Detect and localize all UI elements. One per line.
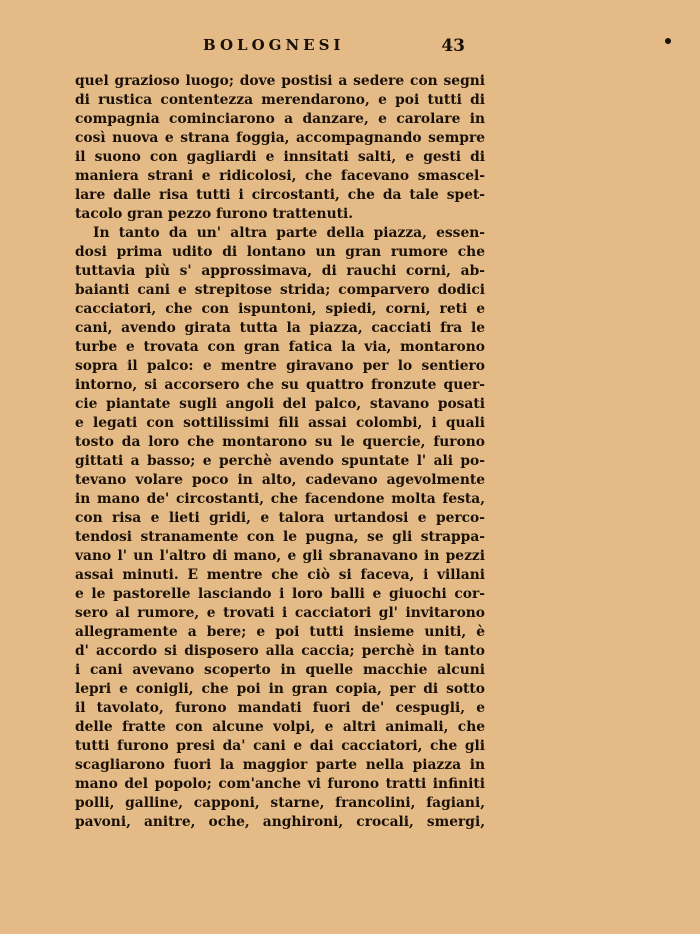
text-line: sopra il palco: e mentre giravano per lo sentiero <box>75 358 485 374</box>
text-line: maniera strani e ridicolosi, che facevano smascel- <box>75 168 485 184</box>
text-line: mano del popolo; com'anche vi furono tratti infiniti <box>75 776 485 792</box>
text-line: intorno, si accorsero che su quattro fronzute quer- <box>75 377 485 393</box>
text-line: e le pastorelle lasciando i loro balli e giuochi cor- <box>75 586 485 602</box>
text-line: vano l' un l'altro di mano, e gli sbranavano in pezzi <box>75 548 485 564</box>
text-line: sero al rumore, e trovati i cacciatori gl' invitarono <box>75 605 485 621</box>
text-line: scagliarono fuori la maggior parte nella piazza in <box>75 757 485 773</box>
text-line: con risa e lieti gridi, e talora urtandosi e perco- <box>75 510 485 526</box>
text-line: pavoni, anitre, oche, anghironi, crocali, smergi, <box>75 814 485 830</box>
text-line: delle fratte con alcune volpi, e altri animali, che <box>75 719 485 735</box>
text-line: così nuova e strana foggia, accompagnando sempre <box>75 130 485 146</box>
text-line: tevano volare poco in alto, cadevano agevolmente <box>75 472 485 488</box>
text-line: di rustica contentezza merendarono, e poi tutti di <box>75 92 485 108</box>
text-line: gittati a basso; e perchè avendo spuntate l' ali po- <box>75 453 485 469</box>
ink-spot <box>665 38 671 44</box>
text-line: il suono con gagliardi e innsitati salti, e gesti di <box>75 149 485 165</box>
text-line: e legati con sottilissimi fili assai colombi, i quali <box>75 415 485 431</box>
running-head <box>75 36 485 58</box>
text-line: tendosi stranamente con le pugna, se gli strappa- <box>75 529 485 545</box>
text-line: tutti furono presi da' cani e dai cacciatori, che gli <box>75 738 485 754</box>
text-line: cacciatori, che con ispuntoni, spiedi, corni, reti e <box>75 301 485 317</box>
text-line: assai minuti. E mentre che ciò si faceva, i villani <box>75 567 485 583</box>
text-line: il tavolato, furono mandati fuori de' cespugli, e <box>75 700 485 716</box>
text-line: baianti cani e strepitose strida; comparvero dodici <box>75 282 485 298</box>
text-line: lepri e conigli, che poi in gran copia, per di sotto <box>75 681 485 697</box>
text-line: quel grazioso luogo; dove postisi a sedere con segni <box>75 73 485 89</box>
text-line: turbe e trovata con gran fatica la via, montarono <box>75 339 485 355</box>
running-head-title: BOLOGNESI <box>203 36 345 54</box>
text-line: cani, avendo girata tutta la piazza, cacciati fra le <box>75 320 485 336</box>
text-line: compagnia cominciarono a danzare, e carolare in <box>75 111 485 127</box>
text-line: cie piantate sugli angoli del palco, stavano posati <box>75 396 485 412</box>
text-line: tuttavia più s' approssimava, di rauchi corni, ab- <box>75 263 485 279</box>
text-line: tacolo gran pezzo furono trattenuti. <box>75 206 354 222</box>
text-line: allegramente a bere; e poi tutti insieme uniti, è <box>75 624 485 640</box>
text-line: i cani avevano scoperto in quelle macchie alcuni <box>75 662 485 678</box>
text-line: tosto da loro che montarono su le quercie, furono <box>75 434 485 450</box>
text-line: In tanto da un' altra parte della piazza, essen- <box>93 225 485 241</box>
text-line: d' accordo si disposero alla caccia; perchè in tanto <box>75 643 485 659</box>
text-line: dosi prima udito di lontano un gran rumore che <box>75 244 485 260</box>
text-line: lare dalle risa tutti i circostanti, che da tale spet- <box>75 187 485 203</box>
body-text <box>75 72 485 832</box>
page-number: 43 <box>441 36 465 56</box>
text-line: polli, galline, capponi, starne, francolini, fagiani, <box>75 795 485 811</box>
text-line: in mano de' circostanti, che facendone molta festa, <box>75 491 485 507</box>
